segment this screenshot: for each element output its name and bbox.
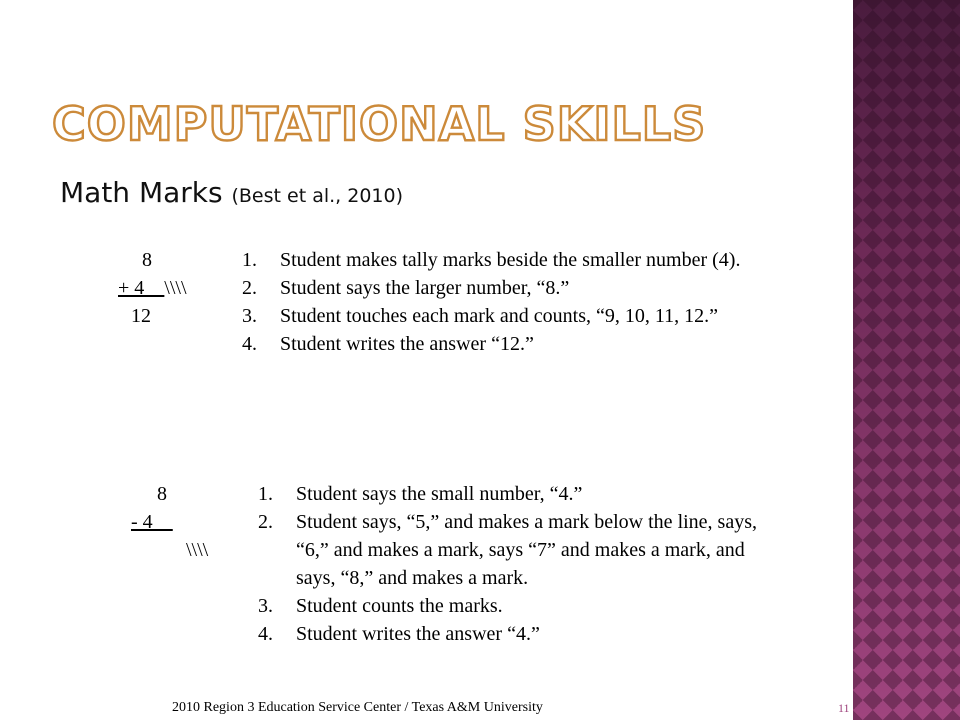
addition-operator-line xyxy=(118,274,187,302)
step-number: 4. xyxy=(242,333,257,355)
addition-top-number: 8 xyxy=(142,249,152,271)
step-text: Student makes tally marks beside the smaller number (4). xyxy=(280,249,741,271)
footer-text: 2010 Region 3 Education Service Center / Texas A&M University xyxy=(172,700,543,715)
step-text: Student counts the marks. xyxy=(296,595,503,617)
step-item xyxy=(258,480,768,508)
addition-answer: 12 xyxy=(131,305,151,327)
step-text: Student writes the answer “4.” xyxy=(296,623,540,645)
step-number: 2. xyxy=(258,511,273,533)
step-item xyxy=(242,330,762,358)
slide-title xyxy=(50,92,707,154)
step-text: Student touches each mark and counts, “9, 10, 11, 12.” xyxy=(280,305,719,327)
page-number: 11 xyxy=(838,701,850,715)
step-item xyxy=(258,508,768,592)
subtraction-operator-line: - 4__ xyxy=(131,511,173,533)
step-number: 4. xyxy=(258,623,273,645)
step-number: 1. xyxy=(258,483,273,505)
subtraction-top-number: 8 xyxy=(157,483,167,505)
step-text: Student says the small number, “4.” xyxy=(296,483,583,505)
step-number: 1. xyxy=(242,249,257,271)
step-text: Student writes the answer “12.” xyxy=(280,333,534,355)
subtraction-tally-marks: \\\\ xyxy=(186,539,209,561)
subtitle-text: Math Marks xyxy=(60,176,223,209)
step-item xyxy=(258,620,768,648)
step-item xyxy=(242,302,762,330)
slide-subtitle xyxy=(60,176,403,209)
step-item xyxy=(258,592,768,620)
step-number: 2. xyxy=(242,277,257,299)
step-number: 3. xyxy=(242,305,257,327)
citation-text: (Best et al., 2010) xyxy=(231,185,403,207)
addition-operand: + 4__ xyxy=(118,277,165,299)
addition-tally-marks: \\\\ xyxy=(164,277,187,299)
slide-title-text: COMPUTATIONAL SKILLS xyxy=(52,97,707,151)
step-item xyxy=(242,274,762,302)
subtraction-steps-list xyxy=(258,480,768,648)
step-text: Student says, “5,” and makes a mark below the line, says, “6,” and makes a mark, says “7” and makes a mark, and says, “8,” and makes a mark. xyxy=(296,511,757,589)
addition-steps-list xyxy=(242,246,762,358)
step-text: Student says the larger number, “8.” xyxy=(280,277,570,299)
decorative-sidebar xyxy=(853,0,960,720)
step-number: 3. xyxy=(258,595,273,617)
step-item xyxy=(242,246,762,274)
